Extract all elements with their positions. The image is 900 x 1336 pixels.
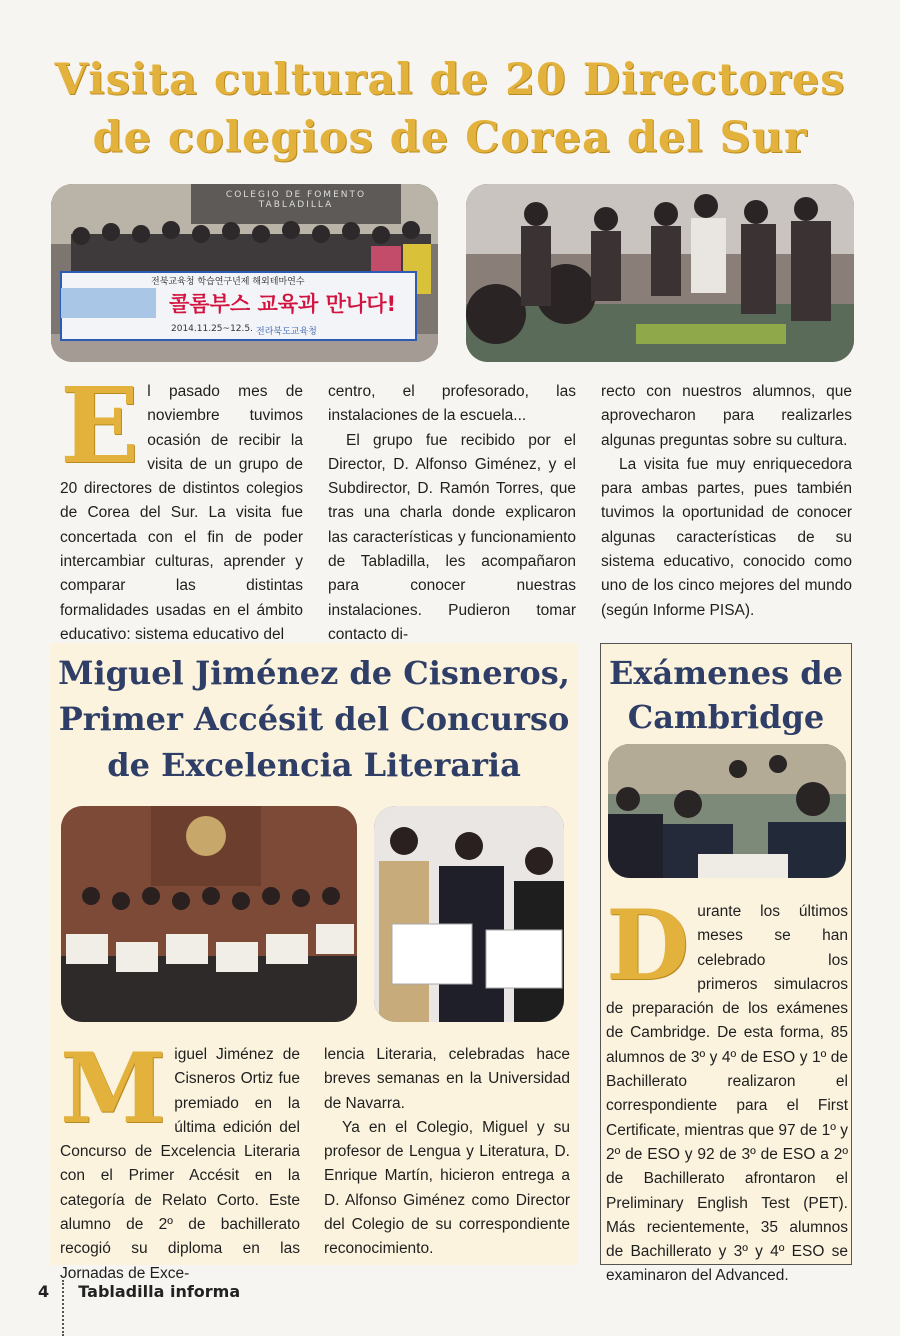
article1-col2-p2: El grupo fue recibido por el Director, D. Alfonso Giménez, y el Subdirector, D. Ramón Torres, que tras una charla donde explicaron las características y funcionamiento de Tabladilla, les acompañaron para conocer nuestras instalaciones. Pudieron tomar contacto di- (328, 431, 576, 643)
footer (38, 1282, 240, 1301)
banner-date: 2014.11.25~12.5. (171, 324, 253, 334)
publication-name: Tabladilla informa (78, 1282, 241, 1301)
article1-title-line2: de colegios de Corea del Sur (92, 113, 808, 163)
article3-body (606, 889, 848, 1289)
article1-col3-p2: La visita fue muy enriquecedora para ambas partes, pues también tuvimos la oportunidad de conocer algunas características de su sistema educativo, conocido como uno de los cinco mejores del mundo (según Informe PISA). (601, 455, 852, 619)
article3-title-line2: Cambridge (627, 698, 825, 736)
article3-title-line1: Exámenes de (609, 654, 843, 692)
article2-title-line3: de Excelencia Literaria (107, 746, 521, 784)
article2-col1-text: iguel Jiménez de Cisneros Ortiz fue premiado en la última edición del Concurso de Excelencia Literaria con el Primer Accésit en la categoría de Relato Corto. Este alumno de 2º de bachillerato recogió su diploma en las Jornadas de Exce- (60, 1046, 300, 1282)
article2-col2-p2: Ya en el Colegio, Miguel y su profesor de Lengua y Literatura, D. Enrique Martín, hicieron entrega a D. Alfonso Giménez como Director del Colegio de su correspondiente reconocimiento. (324, 1118, 570, 1258)
banner-main-text: 콜롬부스 교육과 만나다! (169, 292, 397, 316)
article1-col2-p1: centro, el profesorado, las instalaciones de la escuela... (328, 383, 576, 425)
korean-directors-group-photo (51, 184, 438, 362)
article3-dropcap: D (606, 889, 690, 1002)
article2-dropcap: M (60, 1032, 167, 1145)
classroom-visit-photo (466, 184, 854, 362)
article1-col3-p1: recto con nuestros alumnos, que aprovecharon para realizarles algunas preguntas sobre su cultura. (601, 383, 852, 449)
banner-small-text: 전북교육청 학습연구년제 해외테마연수 (151, 277, 305, 287)
article2-column2 (324, 1043, 570, 1262)
school-sign: COLEGIO DE FOMENTO TABLADILLA (225, 190, 367, 210)
article1-column1 (60, 364, 303, 647)
article2-title-line2: Primer Accésit del Concurso (58, 700, 570, 738)
article2-title-line1: Miguel Jiménez de Cisneros, (58, 654, 570, 692)
article1-column3 (601, 380, 852, 623)
footer-divider (62, 1280, 64, 1336)
article3-text: urante los últimos meses se han celebrado los primeros simulacros de preparación de los exámenes de Cambridge. De esta forma, 85 alumnos de 3º y 4º de ESO y 1º de Bachillerato realizaron el correspondiente para el First Certificate, mientras que 97 de 1º y 2º de ESO y 92 de 3º de ESO a 2º de Bachillerato afrontaron el Preliminary English Test (PET). Más recientemente, 35 alumnos de Bachillerato y 3º y 4º ESO se examinaron del Advanced. (606, 903, 848, 1285)
article1-dropcap: E (60, 364, 140, 487)
diploma-presentation-photo (374, 806, 564, 1022)
cambridge-exam-photo (608, 744, 846, 878)
article1-column2 (328, 380, 576, 647)
banner-organization: 전라북도교육청 (256, 327, 317, 337)
article1-title-line1: Visita cultural de 20 Directores (54, 55, 846, 105)
article2-column1 (60, 1032, 300, 1286)
page-number: 4 (38, 1282, 50, 1301)
article2-col2-p1: lencia Literaria, celebradas hace breves semanas en la Universidad de Navarra. (324, 1046, 570, 1112)
literary-award-group-photo (61, 806, 357, 1022)
article1-col1-text: l pasado mes de noviembre tuvimos ocasión de recibir la visita de un grupo de 20 directores de distintos colegios de Corea del Sur. La visita fue concertada con el fin de poder intercambiar culturas, aprender y comparar las distintas formalidades usadas en el ámbito educativo: sistema educativo del (60, 383, 303, 643)
